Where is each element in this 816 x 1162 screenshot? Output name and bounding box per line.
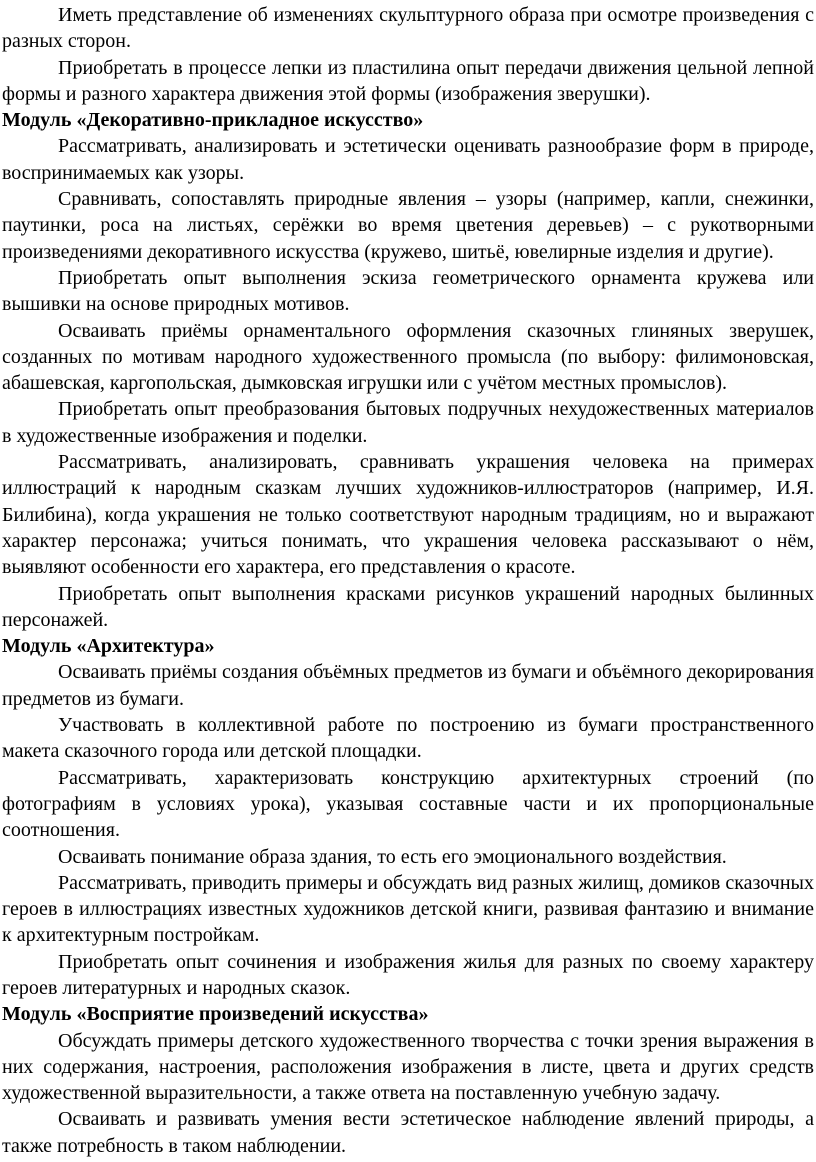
paragraph-children-art: Обсуждать примеры детского художественного творчества с точки зрения выражения в них содержания, настроения, расположения изображения в листе, цвета и других средств художественной выразительности, а также ответа на поставленную учебную задачу. bbox=[2, 1029, 814, 1105]
paragraph-ornament-sketch: Приобретать опыт выполнения эскиза геометрического орнамента кружева или вышивки на основе природных мотивов. bbox=[2, 266, 814, 316]
paragraph-paper-objects: Осваивать приёмы создания объёмных предметов из бумаги и объёмного декорирования предметов из бумаги. bbox=[2, 661, 814, 710]
paragraph-nature-patterns: Рассматривать, анализировать и эстетически оценивать разнообразие форм в природе, воспринимаемых как узоры. bbox=[2, 135, 814, 184]
paragraph-sculpture-views: Иметь представление об изменениях скульптурного образа при осмотре произведения с разных сторон. bbox=[2, 4, 814, 53]
paragraph-fairy-houses: Рассматривать, приводить примеры и обсуждать вид разных жилищ, домиков сказочных героев в иллюстрациях известных художников детской книги, развивая фантазию и внимание к архитектурным постройкам. bbox=[2, 871, 814, 947]
paragraph-aesthetic-observation: Осваивать и развивать умения вести эстетическое наблюдение явлений природы, а также потребность в таком наблюдении. bbox=[2, 1108, 814, 1157]
paragraph-compare-patterns: Сравнивать, сопоставлять природные явления – узоры (например, капли, снежинки, паутинки, роса на листьях, серёжки во время цветения деревьев) – с рукотворными произведениями декоративного искусства (кружево, шитьё, ювелирные изделия и другие). bbox=[2, 188, 814, 263]
heading-perception-module: Модуль «Восприятие произведений искусства» bbox=[2, 1003, 429, 1026]
paragraph-housing-design: Приобретать опыт сочинения и изображения жилья для разных по своему характеру героев литературных и народных сказок. bbox=[2, 950, 814, 999]
heading-architecture-module: Модуль «Архитектура» bbox=[2, 635, 215, 658]
paragraph-epic-characters: Приобретать опыт выполнения красками рисунков украшений народных былинных персонажей. bbox=[2, 582, 814, 631]
paragraph-clay-toys: Осваивать приёмы орнаментального оформления сказочных глиняных зверушек, созданных по мотивам народного художественного промысла (по выбору: филимоновская, абашевская, каргопольская, дымковская игрушки или с учётом местных промыслов). bbox=[2, 319, 814, 395]
paragraph-household-materials: Приобретать опыт преобразования бытовых подручных нехудожественных материалов в художественные изображения и поделки. bbox=[2, 398, 814, 447]
paragraph-illustrations: Рассматривать, анализировать, сравнивать украшения человека на примерах иллюстраций к народным сказкам лучших художников-иллюстраторов (например, И.Я. Билибина), когда украшения не только соответствуют народным традициям, но и выражают характер персонажа; учиться понимать, что украшения человека рассказывают о нём, выявляют особенности его характера, его представления о красоте. bbox=[2, 451, 814, 579]
paragraph-building-image: Осваивать понимание образа здания, то есть его эмоционального воздействия. bbox=[58, 845, 727, 868]
paragraph-modeling-movement: Приобретать в процессе лепки из пластилина опыт передачи движения цельной лепной формы и разного характера движения этой формы (изображения зверушки). bbox=[2, 56, 814, 105]
paragraph-paper-model: Участвовать в коллективной работе по построению из бумаги пространственного макета сказочного города или детской площадки. bbox=[2, 714, 814, 763]
heading-decorative-module: Модуль «Декоративно-прикладное искусство» bbox=[2, 109, 424, 132]
paragraph-building-structure: Рассматривать, характеризовать конструкцию архитектурных строений (по фотографиям в условиях урока), указывая составные части и их пропорциональные соотношения. bbox=[2, 766, 814, 842]
